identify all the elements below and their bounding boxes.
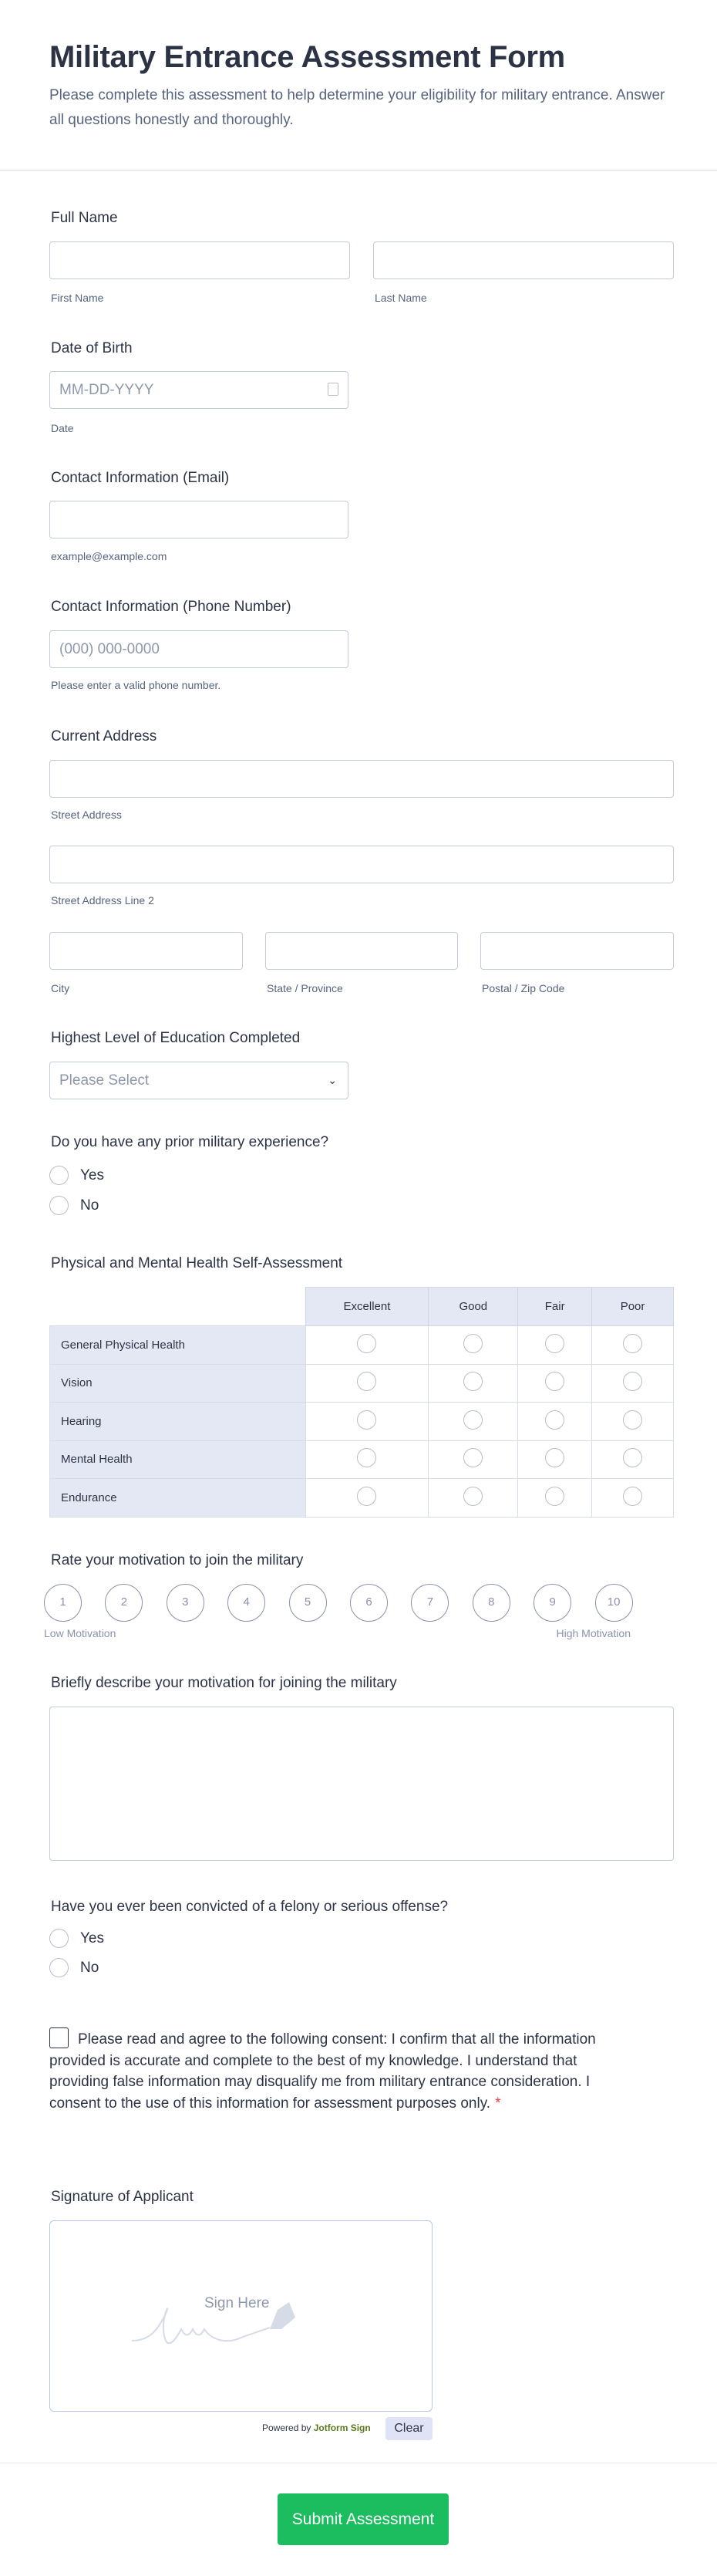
- email-input[interactable]: [49, 501, 348, 538]
- matrix-row: [50, 1403, 674, 1441]
- radio-circle[interactable]: [49, 1958, 69, 1977]
- matrix-radio[interactable]: [357, 1448, 376, 1467]
- matrix-col-header: Excellent: [305, 1288, 429, 1326]
- signature-label: Signature of Applicant: [51, 2189, 194, 2205]
- option-label: Yes: [80, 1166, 104, 1183]
- felony-no[interactable]: [49, 1958, 99, 1977]
- consent-field: [49, 2027, 604, 2114]
- matrix-cell[interactable]: [429, 1440, 518, 1479]
- radio-circle[interactable]: [49, 1166, 69, 1185]
- option-label: No: [80, 1959, 99, 1976]
- consent-text: Please read and agree to the following consent: I confirm that all the information provided is accurate and complete to the best of my knowledge. I understand that providing false information may disqualify me from military entrance consideration. I consent to the use of this information for assessment purposes only.: [49, 2031, 596, 2112]
- education-label: Highest Level of Education Completed: [51, 1030, 301, 1046]
- signature-pad[interactable]: [49, 2220, 433, 2412]
- matrix-radio[interactable]: [545, 1334, 564, 1353]
- calendar-icon[interactable]: [328, 383, 338, 396]
- matrix-radio[interactable]: [545, 1372, 564, 1391]
- street2-sublabel: Street Address Line 2: [51, 894, 154, 906]
- clear-signature-button[interactable]: Clear: [385, 2417, 433, 2440]
- rating-option[interactable]: 10: [595, 1584, 633, 1622]
- full-name-label: Full Name: [51, 210, 118, 226]
- matrix-cell[interactable]: [305, 1403, 429, 1441]
- state-sublabel: State / Province: [267, 982, 343, 994]
- matrix-radio[interactable]: [545, 1448, 564, 1467]
- matrix-row-label: Endurance: [50, 1479, 306, 1518]
- street-sublabel: Street Address: [51, 809, 122, 821]
- matrix-cell[interactable]: [518, 1440, 592, 1479]
- rating-option[interactable]: 8: [473, 1584, 510, 1622]
- phone-placeholder: (000) 000-0000: [59, 641, 160, 657]
- form-title: Military Entrance Assessment Form: [49, 40, 565, 74]
- felony-yes[interactable]: [49, 1929, 104, 1948]
- matrix-radio[interactable]: [357, 1410, 376, 1430]
- prior-military-label: Do you have any prior military experience?: [51, 1134, 329, 1150]
- sign-here-text: Sign Here: [204, 2295, 270, 2311]
- option-label: Yes: [80, 1929, 104, 1946]
- state-input[interactable]: [265, 932, 458, 970]
- street-input[interactable]: [49, 760, 674, 798]
- consent-checkbox[interactable]: [49, 2027, 69, 2048]
- motivation-label: Rate your motivation to join the military: [51, 1552, 304, 1568]
- phone-input[interactable]: [49, 630, 348, 668]
- matrix-cell[interactable]: [518, 1479, 592, 1518]
- rating-option[interactable]: 9: [534, 1584, 571, 1622]
- zip-input[interactable]: [480, 932, 674, 970]
- rating-option[interactable]: 2: [105, 1584, 143, 1622]
- zip-sublabel: Postal / Zip Code: [482, 982, 565, 994]
- matrix-col-header: Good: [429, 1288, 518, 1326]
- submit-button[interactable]: Submit Assessment: [278, 2493, 449, 2545]
- signature-pen-icon: [127, 2298, 358, 2360]
- matrix-radio[interactable]: [357, 1334, 376, 1353]
- rating-option[interactable]: 4: [227, 1584, 265, 1622]
- matrix-radio[interactable]: [623, 1410, 642, 1430]
- matrix-radio[interactable]: [463, 1372, 483, 1391]
- matrix-radio[interactable]: [463, 1487, 483, 1506]
- matrix-cell[interactable]: [592, 1479, 674, 1518]
- required-asterisk: *: [495, 2095, 501, 2112]
- matrix-radio[interactable]: [463, 1410, 483, 1430]
- education-select[interactable]: [49, 1062, 348, 1099]
- matrix-col-header: Fair: [518, 1288, 592, 1326]
- matrix-cell[interactable]: [592, 1364, 674, 1403]
- matrix-cell[interactable]: [305, 1440, 429, 1479]
- low-motivation-label: Low Motivation: [44, 1627, 116, 1639]
- email-label: Contact Information (Email): [51, 470, 230, 486]
- rating-option[interactable]: 6: [350, 1584, 388, 1622]
- powered-by-text: Powered by: [262, 2422, 311, 2433]
- matrix-cell[interactable]: [305, 1364, 429, 1403]
- matrix-radio[interactable]: [545, 1487, 564, 1506]
- matrix-radio[interactable]: [623, 1372, 642, 1391]
- matrix-cell[interactable]: [429, 1326, 518, 1365]
- matrix-cell[interactable]: [429, 1364, 518, 1403]
- education-placeholder: Please Select: [59, 1072, 150, 1089]
- describe-label: Briefly describe your motivation for joining the military: [51, 1675, 397, 1691]
- address-label: Current Address: [51, 728, 157, 744]
- phone-sublabel: Please enter a valid phone number.: [51, 679, 221, 691]
- felony-label: Have you ever been convicted of a felony or serious offense?: [51, 1899, 449, 1915]
- city-input[interactable]: [49, 932, 243, 970]
- matrix-radio[interactable]: [357, 1487, 376, 1506]
- rating-option[interactable]: 1: [44, 1584, 82, 1622]
- matrix-radio[interactable]: [357, 1372, 376, 1391]
- prior-military-no[interactable]: [49, 1196, 99, 1215]
- rating-option[interactable]: 3: [167, 1584, 204, 1622]
- matrix-radio[interactable]: [623, 1334, 642, 1353]
- powered-by: [262, 2422, 371, 2433]
- matrix-cell[interactable]: [592, 1403, 674, 1441]
- matrix-row-label: Mental Health: [50, 1440, 306, 1479]
- rating-option[interactable]: 5: [289, 1584, 327, 1622]
- motivation-textarea[interactable]: [49, 1707, 674, 1861]
- matrix-row-label: General Physical Health: [50, 1326, 306, 1365]
- matrix-radio[interactable]: [545, 1410, 564, 1430]
- matrix-cell[interactable]: [305, 1479, 429, 1518]
- last-name-input[interactable]: [373, 241, 674, 279]
- radio-circle[interactable]: [49, 1196, 69, 1215]
- form-description: Please complete this assessment to help determine your eligibility for military entrance. Answer all questions honestly and thoroughly.: [49, 87, 665, 128]
- matrix-cell[interactable]: [518, 1326, 592, 1365]
- dob-label: Date of Birth: [51, 340, 133, 356]
- prior-military-yes[interactable]: [49, 1166, 104, 1185]
- matrix-radio[interactable]: [623, 1487, 642, 1506]
- matrix-cell[interactable]: [592, 1440, 674, 1479]
- matrix-row: [50, 1440, 674, 1479]
- dob-input[interactable]: [49, 371, 348, 409]
- option-label: No: [80, 1197, 99, 1214]
- dob-placeholder: MM-DD-YYYY: [59, 382, 154, 398]
- matrix-row: [50, 1326, 674, 1365]
- high-motivation-label: High Motivation: [556, 1627, 631, 1639]
- rating-option[interactable]: 7: [411, 1584, 449, 1622]
- city-sublabel: City: [51, 982, 70, 994]
- matrix-cell[interactable]: [518, 1403, 592, 1441]
- health-matrix: [49, 1287, 674, 1518]
- last-name-sublabel: Last Name: [375, 292, 427, 304]
- matrix-row: [50, 1364, 674, 1403]
- matrix-col-header: Poor: [592, 1288, 674, 1326]
- matrix-cell[interactable]: [592, 1326, 674, 1365]
- matrix-row-label: Vision: [50, 1364, 306, 1403]
- matrix-radio[interactable]: [463, 1448, 483, 1467]
- phone-label: Contact Information (Phone Number): [51, 599, 291, 615]
- email-sublabel: example@example.com: [51, 550, 167, 562]
- first-name-input[interactable]: [49, 241, 350, 279]
- chevron-down-icon: ⌄: [328, 1074, 337, 1086]
- matrix-cell[interactable]: [429, 1479, 518, 1518]
- matrix-row-label: Hearing: [50, 1403, 306, 1441]
- health-label: Physical and Mental Health Self-Assessment: [51, 1255, 343, 1271]
- jotform-sign-brand: Jotform Sign: [313, 2422, 371, 2433]
- radio-circle[interactable]: [49, 1929, 69, 1948]
- dob-sublabel: Date: [51, 422, 74, 434]
- matrix-cell[interactable]: [518, 1364, 592, 1403]
- matrix-radio[interactable]: [463, 1334, 483, 1353]
- first-name-sublabel: First Name: [51, 292, 104, 304]
- street2-input[interactable]: [49, 846, 674, 883]
- matrix-cell[interactable]: [305, 1326, 429, 1365]
- matrix-radio[interactable]: [623, 1448, 642, 1467]
- matrix-row: [50, 1479, 674, 1518]
- matrix-corner: [50, 1288, 306, 1326]
- matrix-cell[interactable]: [429, 1403, 518, 1441]
